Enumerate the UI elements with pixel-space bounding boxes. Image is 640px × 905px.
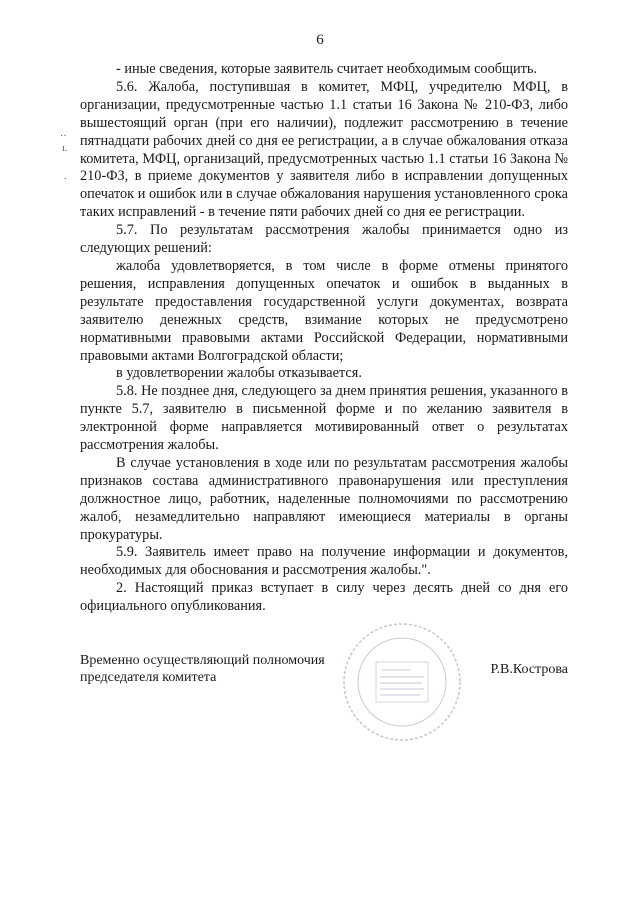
paragraph-decision-rejected: в удовлетворении жалобы отказывается. (116, 365, 362, 382)
paragraph-order-effective: 2. Настоящий приказ вступает в силу через десять дней со дня его официального опубликования. (80, 580, 568, 615)
signatory-position-line-2: председателя комитета (80, 670, 217, 685)
paragraph-decision-satisfied: жалоба удовлетворяется, в том числе в форме отмены принятого решения, исправления допущенных опечаток и ошибок в выданных в результате предоставления государственной услуги документах, возврата заявителю денежных средств, взимание которых не предусмотрено нормативными правовыми актами Российской Федерации, нормативными правовыми актами Волгоградской области; (80, 257, 568, 364)
margin-mark: ı. (62, 143, 68, 154)
signatory-name: Р.В.Кострова (490, 662, 568, 677)
paragraph-5-6: 5.6. Жалоба, поступившая в комитет, МФЦ, учредителю МФЦ, в организации, предусмотренные частью 1.1 статьи 16 Закона № 210-ФЗ, либо вышестоящий орган (при его наличии), подлежит рассмотрению в течение пятнадцати рабочих дней со дня ее регистрации, а в случае обжалования отказа комитета, МФЦ, организаций, предусмотренных частью 1.1 статьи 16 Закона № 210-ФЗ, в приеме документов у заявителя либо в исправлении допущенных опечаток и ошибок или в случае обжалования нарушения установленного срока таких исправлений - в течение пяти рабочих дней со дня ее регистрации. (80, 78, 568, 221)
paragraph-other-info: - иные сведения, которые заявитель считает необходимым сообщить. (116, 61, 538, 77)
signatory-position-line-1: Временно осуществляющий полномочия (80, 653, 325, 668)
paragraph-violation: В случае установления в ходе или по результатам рассмотрения жалобы признаков состава административного правонарушения или преступления должностное лицо, работник, наделенные полномочиями по рассмотрению жалоб, незамедлительно направляют имеющиеся материалы в органы прокуратуры. (80, 454, 568, 543)
signature-block (80, 652, 568, 692)
document-body (80, 61, 568, 616)
margin-mark: ·· (60, 131, 67, 142)
paragraph-5-9: 5.9. Заявитель имеет право на получение информации и документов, необходимых для обоснования и рассмотрения жалобы.". (80, 544, 568, 579)
page-number: 6 (316, 32, 324, 48)
signatory-position (80, 652, 325, 686)
paragraph-5-7: 5.7. По результатам рассмотрения жалобы принимается одно из следующих решений: (80, 222, 568, 257)
margin-mark: . (64, 171, 67, 182)
paragraph-5-8: 5.8. Не позднее дня, следующего за днем принятия решения, указанного в пункте 5.7, заявителю в письменной форме и по желанию заявителя в электронной форме направляется мотивированный ответ о результатах рассмотрения жалобы. (80, 383, 568, 454)
